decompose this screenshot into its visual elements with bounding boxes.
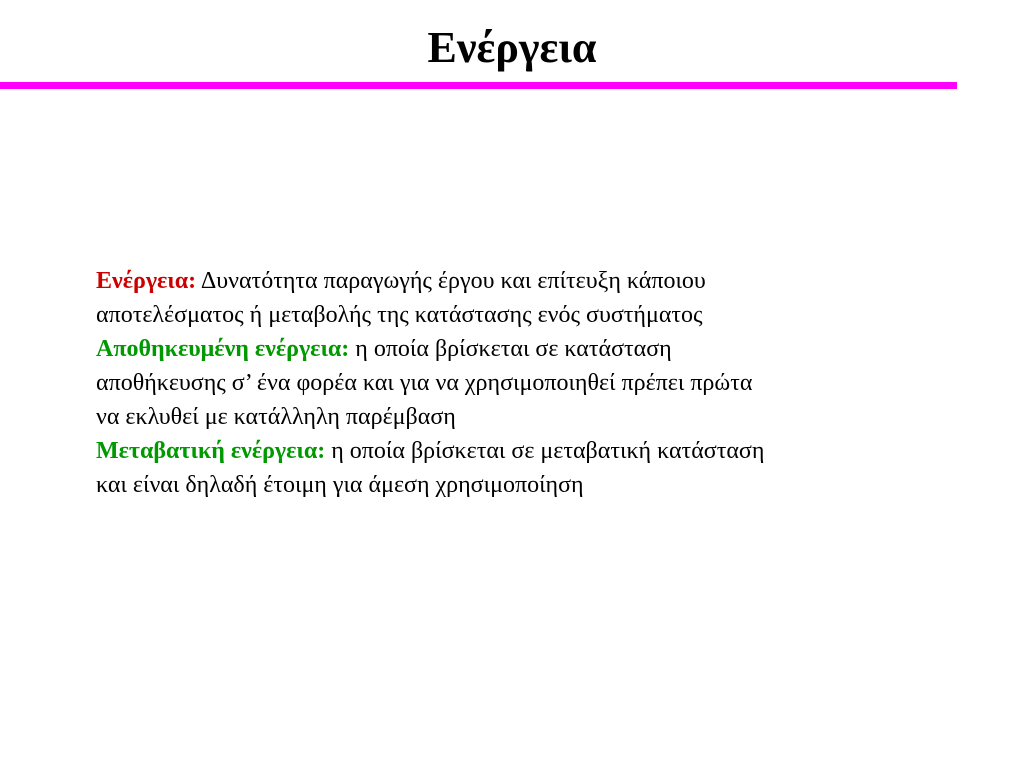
- title-underline: [0, 82, 957, 89]
- slide-title: Ενέργεια: [427, 23, 597, 72]
- definition-term-energy: Ενέργεια:: [96, 268, 197, 294]
- definition-term-stored-energy: Αποθηκευμένη ενέργεια:: [96, 336, 350, 362]
- definition-text: η οποία βρίσκεται σε μεταβατική κατάσταση: [325, 438, 765, 464]
- definition-term-transitional-energy: Μεταβατική ενέργεια:: [96, 438, 326, 464]
- definition-energy-line-2: αποτελέσματος ή μεταβολής της κατάστασης ενός συστήματος: [96, 302, 703, 328]
- definition-stored-energy-line-3: να εκλυθεί με κατάλληλη παρέμβαση: [96, 404, 456, 430]
- definition-energy-line-1: [96, 264, 916, 298]
- definitions-text: [96, 264, 916, 502]
- definition-stored-energy-line-2: αποθήκευσης σ’ ένα φορέα και για να χρησιμοποιηθεί πρέπει πρώτα: [96, 370, 753, 396]
- definition-stored-energy-line-1: [96, 332, 916, 366]
- definition-transitional-energy-line-2: και είναι δηλαδή έτοιμη για άμεση χρησιμοποίηση: [96, 472, 584, 498]
- definition-transitional-energy-line-1: [96, 434, 916, 468]
- definition-text: η οποία βρίσκεται σε κατάσταση: [349, 336, 672, 362]
- definition-text: Δυνατότητα παραγωγής έργου και επίτευξη κάποιου: [196, 268, 706, 294]
